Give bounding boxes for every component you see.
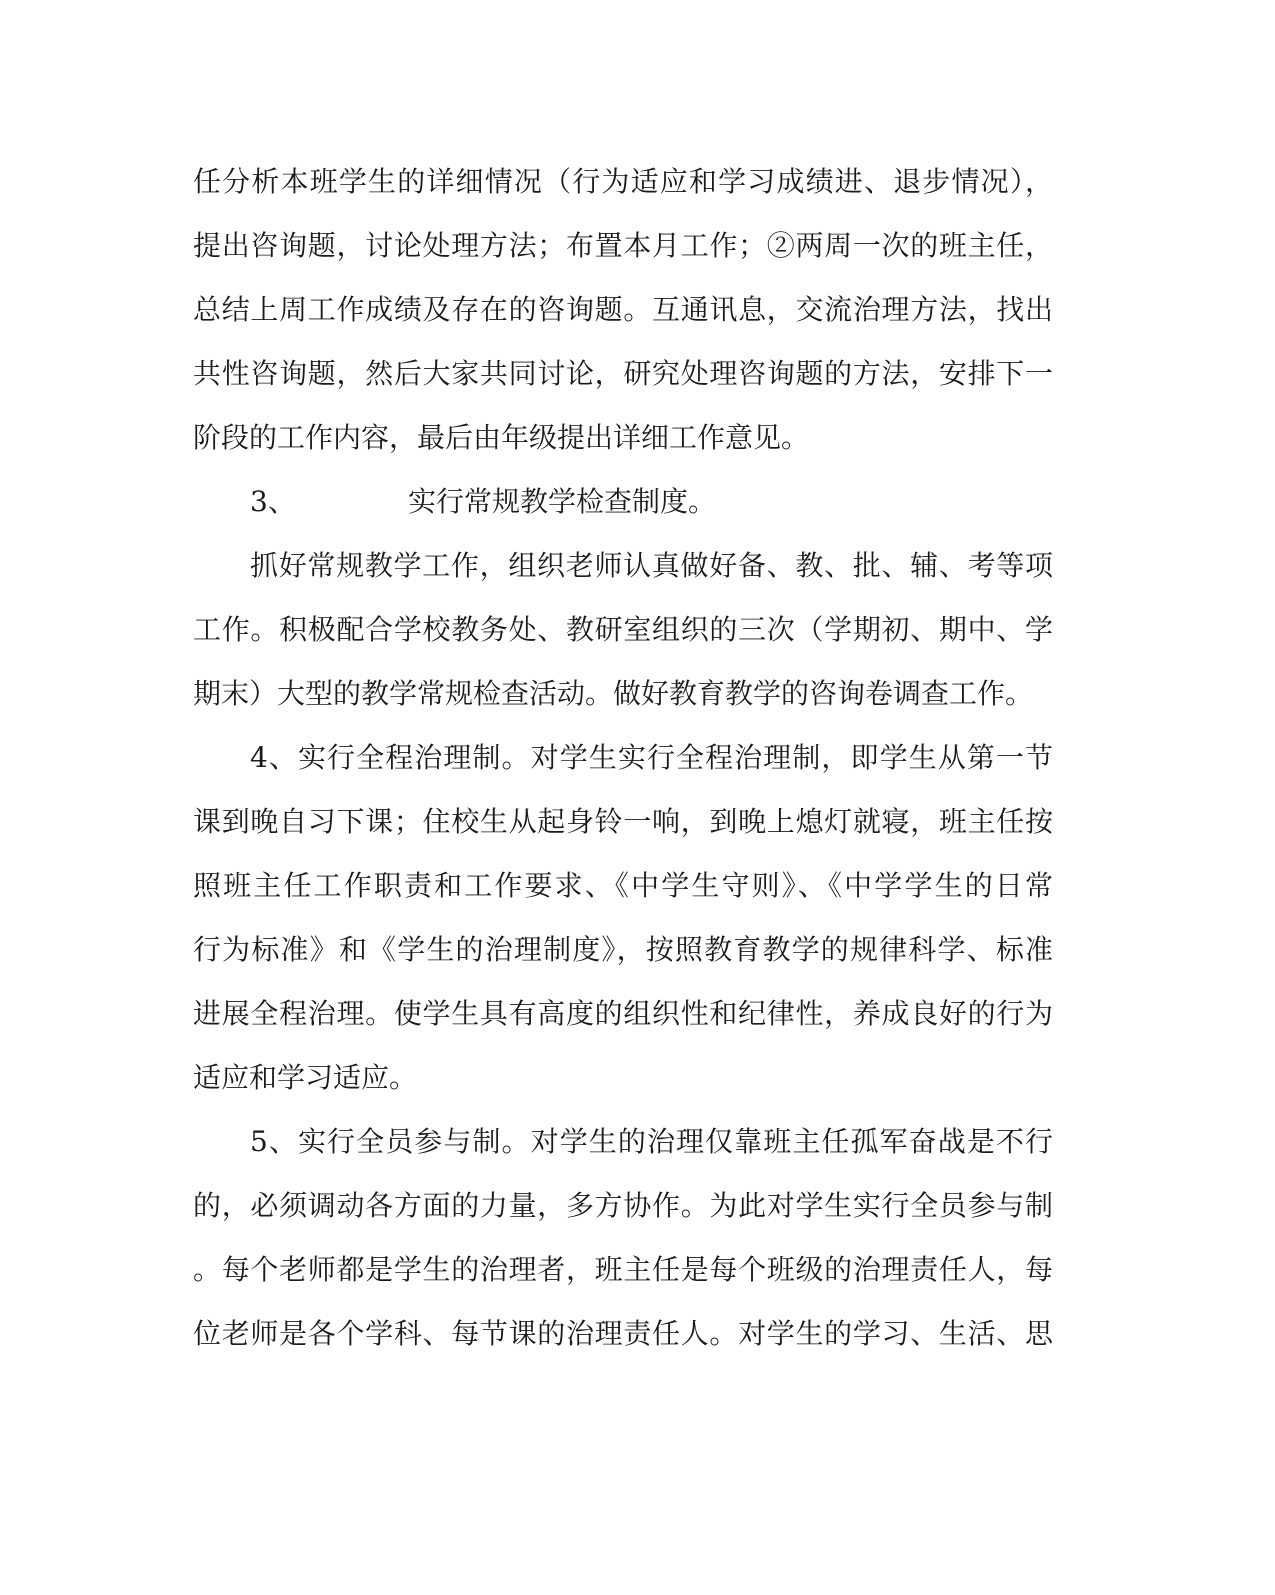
paragraph-continuation (193, 150, 1053, 470)
text-line: 的，必须调动各方面的力量，多方协作。为此对学生实行全员参与制 (193, 1189, 1053, 1222)
paragraph-item-5 (193, 1110, 1053, 1366)
text-line: 阶段的工作内容，最后由年级提出详细工作意见。 (193, 421, 810, 454)
text-line: 共性咨询题，然后大家共同讨论，研究处理咨询题的方法，安排下一 (193, 357, 1053, 390)
paragraph-item-4 (193, 726, 1053, 1110)
text-line: 5、实行全员参与制。对学生的治理仅靠班主任孤军奋战是不行 (250, 1125, 1053, 1158)
section-heading-3 (193, 470, 1053, 534)
text-line: 照班主任工作职责和工作要求、《中学生守则》、《中学学生的日常 (193, 869, 1053, 902)
text-line: 抓好常规教学工作，组织老师认真做好备、教、批、辅、考等项 (250, 549, 1053, 582)
section-title: 实行常规教学检查制度。 (408, 485, 717, 518)
text-line: 位老师是各个学科、每节课的治理责任人。对学生的学习、生活、思 (193, 1317, 1053, 1350)
text-line: 任分析本班学生的详细情况（行为适应和学习成绩进、退步情况）， (193, 165, 1053, 198)
paragraph-routine-teaching (193, 534, 1053, 726)
text-line: 适应和学习适应。 (193, 1061, 418, 1094)
document-body (193, 150, 1053, 1366)
text-line: 总结上周工作成绩及存在的咨询题。互通讯息，交流治理方法，找出 (193, 293, 1053, 326)
text-line: 工作。积极配合学校教务处、教研室组织的三次（学期初、期中、学 (193, 613, 1053, 646)
text-line: 4、实行全程治理制。对学生实行全程治理制，即学生从第一节 (250, 741, 1053, 774)
text-line: 期末）大型的教学常规检查活动。做好教育教学的咨询卷调查工作。 (193, 677, 1034, 710)
text-line: 课到晚自习下课；住校生从起身铃一响，到晚上熄灯就寝，班主任按 (193, 805, 1053, 838)
text-line: 进展全程治理。使学生具有高度的组织性和纪律性，养成良好的行为 (193, 997, 1053, 1030)
text-line: 。每个老师都是学生的治理者，班主任是每个班级的治理责任人，每 (193, 1253, 1053, 1286)
text-line: 行为标准》和《学生的治理制度》，按照教育教学的规律科学、标准 (193, 933, 1053, 966)
text-line: 提出咨询题，讨论处理方法；布置本月工作；②两周一次的班主任， (193, 229, 1053, 262)
section-number: 3、 (250, 485, 296, 518)
